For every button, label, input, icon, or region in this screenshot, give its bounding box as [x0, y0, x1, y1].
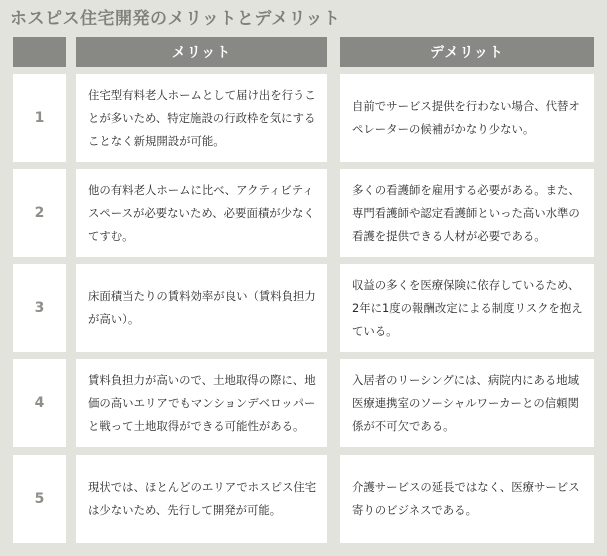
merit-text: 床面積当たりの賃料効率が良い（賃料負担力が高い）。: [88, 289, 316, 326]
merit-text: 他の有料老人ホームに比べ、アクティビティスペースが必要ないため、必要面積が少なくてすむ。: [88, 182, 315, 243]
merit-text: 賃料負担力が高いので、土地取得の際に、地価の高いエリアでもマンションデベロッパーと戦って土地取得ができる可能性がある。: [88, 372, 316, 433]
demerit-text: 自前でサービス提供を行わない場合、代替オペレーターの候補がかなり少ない。: [352, 99, 580, 136]
row-number: 1: [13, 74, 66, 162]
header-merit: メリット: [76, 37, 327, 67]
row-number: 2: [13, 169, 66, 257]
merit-cell: [76, 264, 327, 352]
demerit-cell: [340, 359, 594, 447]
merit-text: 住宅型有料老人ホームとして届け出を行うことが多いため、特定施設の行政枠を気にすることなく新規開設が可能。: [88, 87, 316, 148]
header-demerit: デメリット: [340, 37, 594, 67]
page-title: ホスピス住宅開発のメリットとデメリット: [10, 9, 341, 29]
row-number: 4: [13, 359, 66, 447]
row-number: 3: [13, 264, 66, 352]
merit-cell: [76, 74, 327, 162]
merit-text: 現状では、ほとんどのエリアでホスピス住宅は少ないため、先行して開発が可能。: [88, 480, 317, 517]
demerit-cell: [340, 74, 594, 162]
demerit-cell: [340, 264, 594, 352]
demerit-cell: [340, 169, 594, 257]
row-number: 5: [13, 455, 66, 543]
merit-cell: [76, 169, 327, 257]
demerit-cell: [340, 455, 594, 543]
demerit-text: 介護サービスの延長ではなく、医療サービス寄りのビジネスである。: [352, 480, 580, 517]
demerit-text: 収益の多くを医療保険に依存しているため、2年に1度の報酬改定による制度リスクを抱えている。: [352, 277, 583, 338]
demerit-text: 多くの看護師を雇用する必要がある。また、専門看護師や認定看護師といった高い水準の看護を提供できる人材が必要である。: [352, 182, 580, 243]
merit-cell: [76, 359, 327, 447]
header-number: [13, 37, 66, 67]
merit-cell: [76, 455, 327, 543]
demerit-text: 入居者のリーシングには、病院内にある地域医療連携室のソーシャルワーカーとの信頼関係が不可欠である。: [352, 372, 580, 433]
